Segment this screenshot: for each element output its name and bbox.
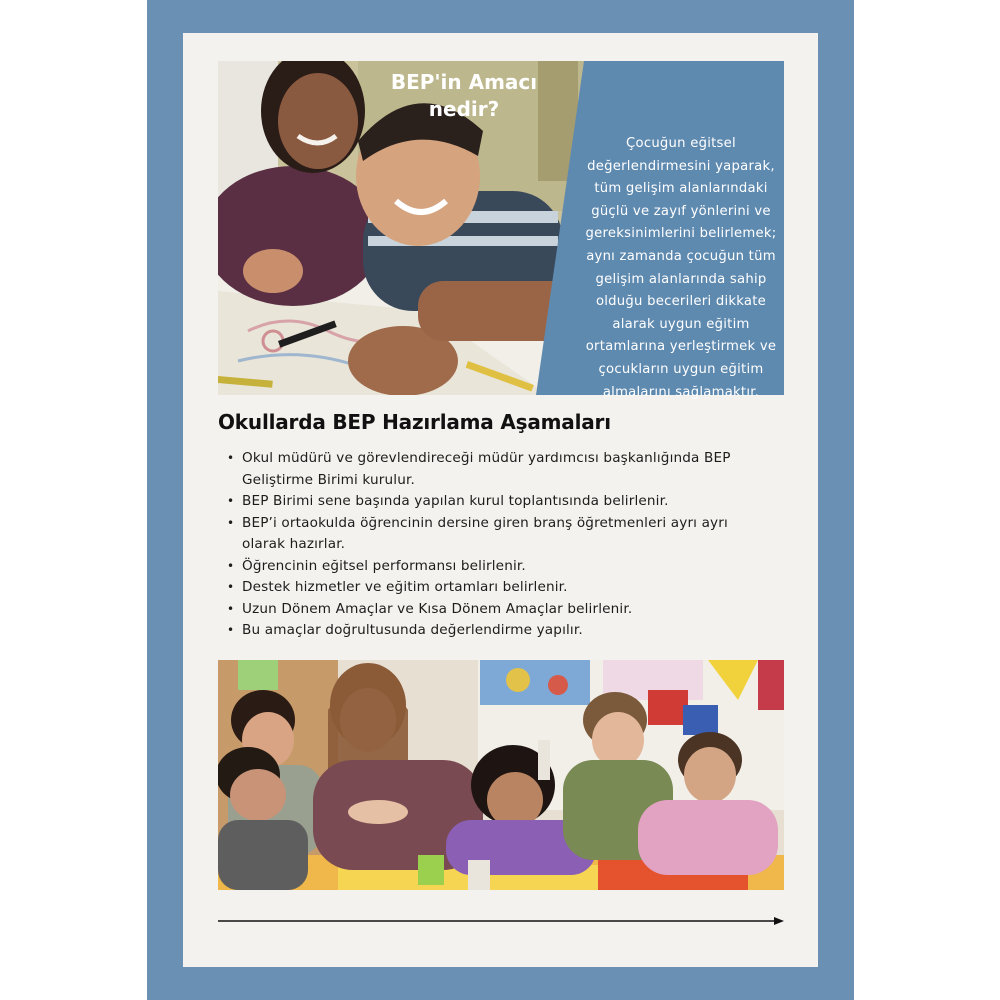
list-item-line: BEP’i ortaokulda öğrencinin dersine giren branş öğretmenleri ayrı ayrı xyxy=(242,514,728,531)
section-title: Okullarda BEP Hazırlama Aşamaları xyxy=(218,410,611,434)
list-item xyxy=(218,491,778,513)
list-item xyxy=(218,556,778,578)
list-item-line: Uzun Dönem Amaçlar ve Kısa Dönem Amaçlar belirlenir. xyxy=(242,600,633,617)
bep-purpose-text xyxy=(570,133,792,404)
list-item-line: Bu amaçlar doğrultusunda değerlendirme yapılır. xyxy=(242,622,583,638)
list-item xyxy=(218,620,778,642)
bullet: • xyxy=(227,558,235,573)
bep-purpose-line: gereksinimlerini belirlemek; xyxy=(585,226,777,242)
bep-purpose-line: ortamlarına yerleştirmek ve xyxy=(585,339,777,355)
bep-purpose-title xyxy=(382,69,546,123)
bep-purpose-line: değerlendirmesini yaparak, xyxy=(587,158,775,174)
bep-purpose-line: alarak uygun eğitim xyxy=(612,316,750,332)
bep-purpose-line: gelişim alanlarında sahip xyxy=(595,271,767,287)
arrowhead-icon xyxy=(774,917,784,925)
steps-list xyxy=(218,448,778,642)
list-item xyxy=(218,448,778,491)
bullet: • xyxy=(227,494,235,508)
classroom-photo-illustration xyxy=(218,660,784,890)
bep-purpose-line: olduğu becerileri dikkate xyxy=(595,294,767,310)
list-item xyxy=(218,599,778,621)
bep-purpose-line: tüm gelişim alanlarındaki xyxy=(594,181,768,197)
list-item-line: Destek hizmetler ve eğitim ortamları belirlenir. xyxy=(242,579,568,595)
list-item-line: Okul müdürü ve görevlendireceği müdür yardımcısı başkanlığında BEP xyxy=(242,450,731,466)
bullet: • xyxy=(227,580,235,594)
bep-purpose-line: aynı zamanda çocuğun tüm xyxy=(586,248,776,264)
list-item-line: Öğrencinin eğitsel performansı belirlenir. xyxy=(242,557,526,574)
bep-purpose-line: çocukların uygun eğitim xyxy=(598,361,764,377)
bep-purpose-line: Çocuğun eğitsel xyxy=(626,136,736,151)
list-item-line: BEP Birimi sene başında yapılan kurul toplantısında belirlenir. xyxy=(242,493,669,509)
bep-purpose-title-line: nedir? xyxy=(428,97,500,121)
list-item-line: Geliştirme Birimi kurulur. xyxy=(242,471,415,488)
bep-purpose-line: almalarını sağlamaktır. xyxy=(602,384,760,400)
classroom-photo xyxy=(218,660,784,890)
arrow-line xyxy=(218,914,784,928)
list-item-line: olarak hazırlar. xyxy=(242,536,346,552)
bullet: • xyxy=(227,601,235,616)
bullet: • xyxy=(227,623,235,637)
bep-purpose-title-line: BEP'in Amacı xyxy=(390,70,538,94)
list-item xyxy=(218,513,778,556)
bullet: • xyxy=(227,451,235,465)
list-item xyxy=(218,577,778,599)
bep-purpose-line: güçlü ve zayıf yönlerini ve xyxy=(591,203,771,219)
bullet: • xyxy=(227,515,235,530)
